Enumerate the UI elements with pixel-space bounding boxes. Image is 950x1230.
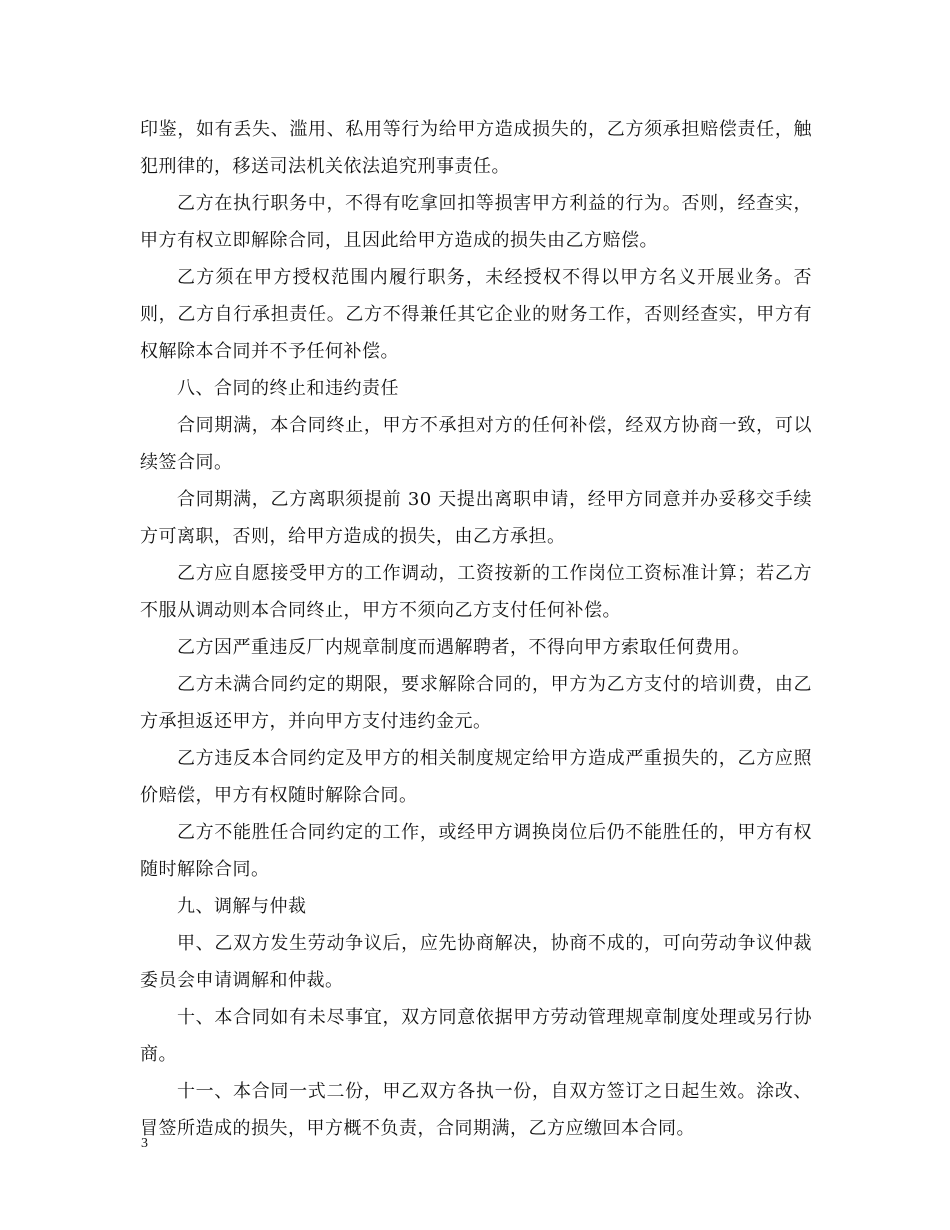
document-body: [140, 111, 812, 1147]
section-heading-mediation: 九、调解与仲裁: [177, 896, 307, 917]
paragraph-incompetence: 乙方不能胜任合同约定的工作，或经甲方调换岗位后仍不能胜任的，甲方有权随时解除合同。: [140, 822, 812, 880]
section-heading-termination: 八、合同的终止和违约责任: [177, 378, 399, 399]
paragraph-authorization-scope: 乙方须在甲方授权范围内履行职务，未经授权不得以甲方名义开展业务。否则，乙方自行承担责任。乙方不得兼任其它企业的财务工作，否则经查实，甲方有权解除本合同并不予任何补偿。: [140, 267, 812, 362]
paragraph-job-transfer: 乙方应自愿接受甲方的工作调动，工资按新的工作岗位工资标准计算；若乙方不服从调动则本合同终止，甲方不须向乙方支付任何补偿。: [140, 563, 812, 621]
paragraph-resignation-notice: 合同期满，乙方离职须提前 30 天提出离职申请，经甲方同意并办妥移交手续方可离职，否则，给甲方造成的损失，由乙方承担。: [140, 489, 812, 547]
paragraph-copies-effective: 十一、本合同一式二份，甲乙双方各执一份，自双方签订之日起生效。涂改、冒签所造成的损失，甲方概不负责，合同期满，乙方应缴回本合同。: [140, 1081, 812, 1139]
paragraph-violation-compensation: 乙方违反本合同约定及甲方的相关制度规定给甲方造成严重损失的，乙方应照价赔偿，甲方有权随时解除合同。: [140, 748, 812, 806]
paragraph-dismissal: 乙方因严重违反厂内规章制度而遇解聘者，不得向甲方索取任何费用。: [177, 637, 751, 658]
paragraph-seal-liability: 印鉴，如有丢失、滥用、私用等行为给甲方造成损失的，乙方须承担赔偿责任，触犯刑律的，移送司法机关依法追究刑事责任。: [140, 119, 812, 177]
paragraph-unfinished-matters: 十、本合同如有未尽事宜，双方同意依据甲方劳动管理规章制度处理或另行协商。: [140, 1007, 812, 1065]
paragraph-no-kickbacks: 乙方在执行职务中，不得有吃拿回扣等损害甲方利益的行为。否则，经查实，甲方有权立即解除合同，且因此给甲方造成的损失由乙方赔偿。: [140, 193, 812, 251]
page-number: 3: [141, 1136, 148, 1151]
paragraph-contract-expiry: 合同期满，本合同终止，甲方不承担对方的任何补偿，经双方协商一致，可以续签合同。: [140, 415, 812, 473]
paragraph-early-termination: 乙方未满合同约定的期限，要求解除合同的，甲方为乙方支付的培训费，由乙方承担返还甲方，并向甲方支付违约金元。: [140, 674, 812, 732]
paragraph-labor-dispute: 甲、乙双方发生劳动争议后，应先协商解决，协商不成的，可向劳动争议仲裁委员会申请调解和仲裁。: [140, 933, 812, 991]
